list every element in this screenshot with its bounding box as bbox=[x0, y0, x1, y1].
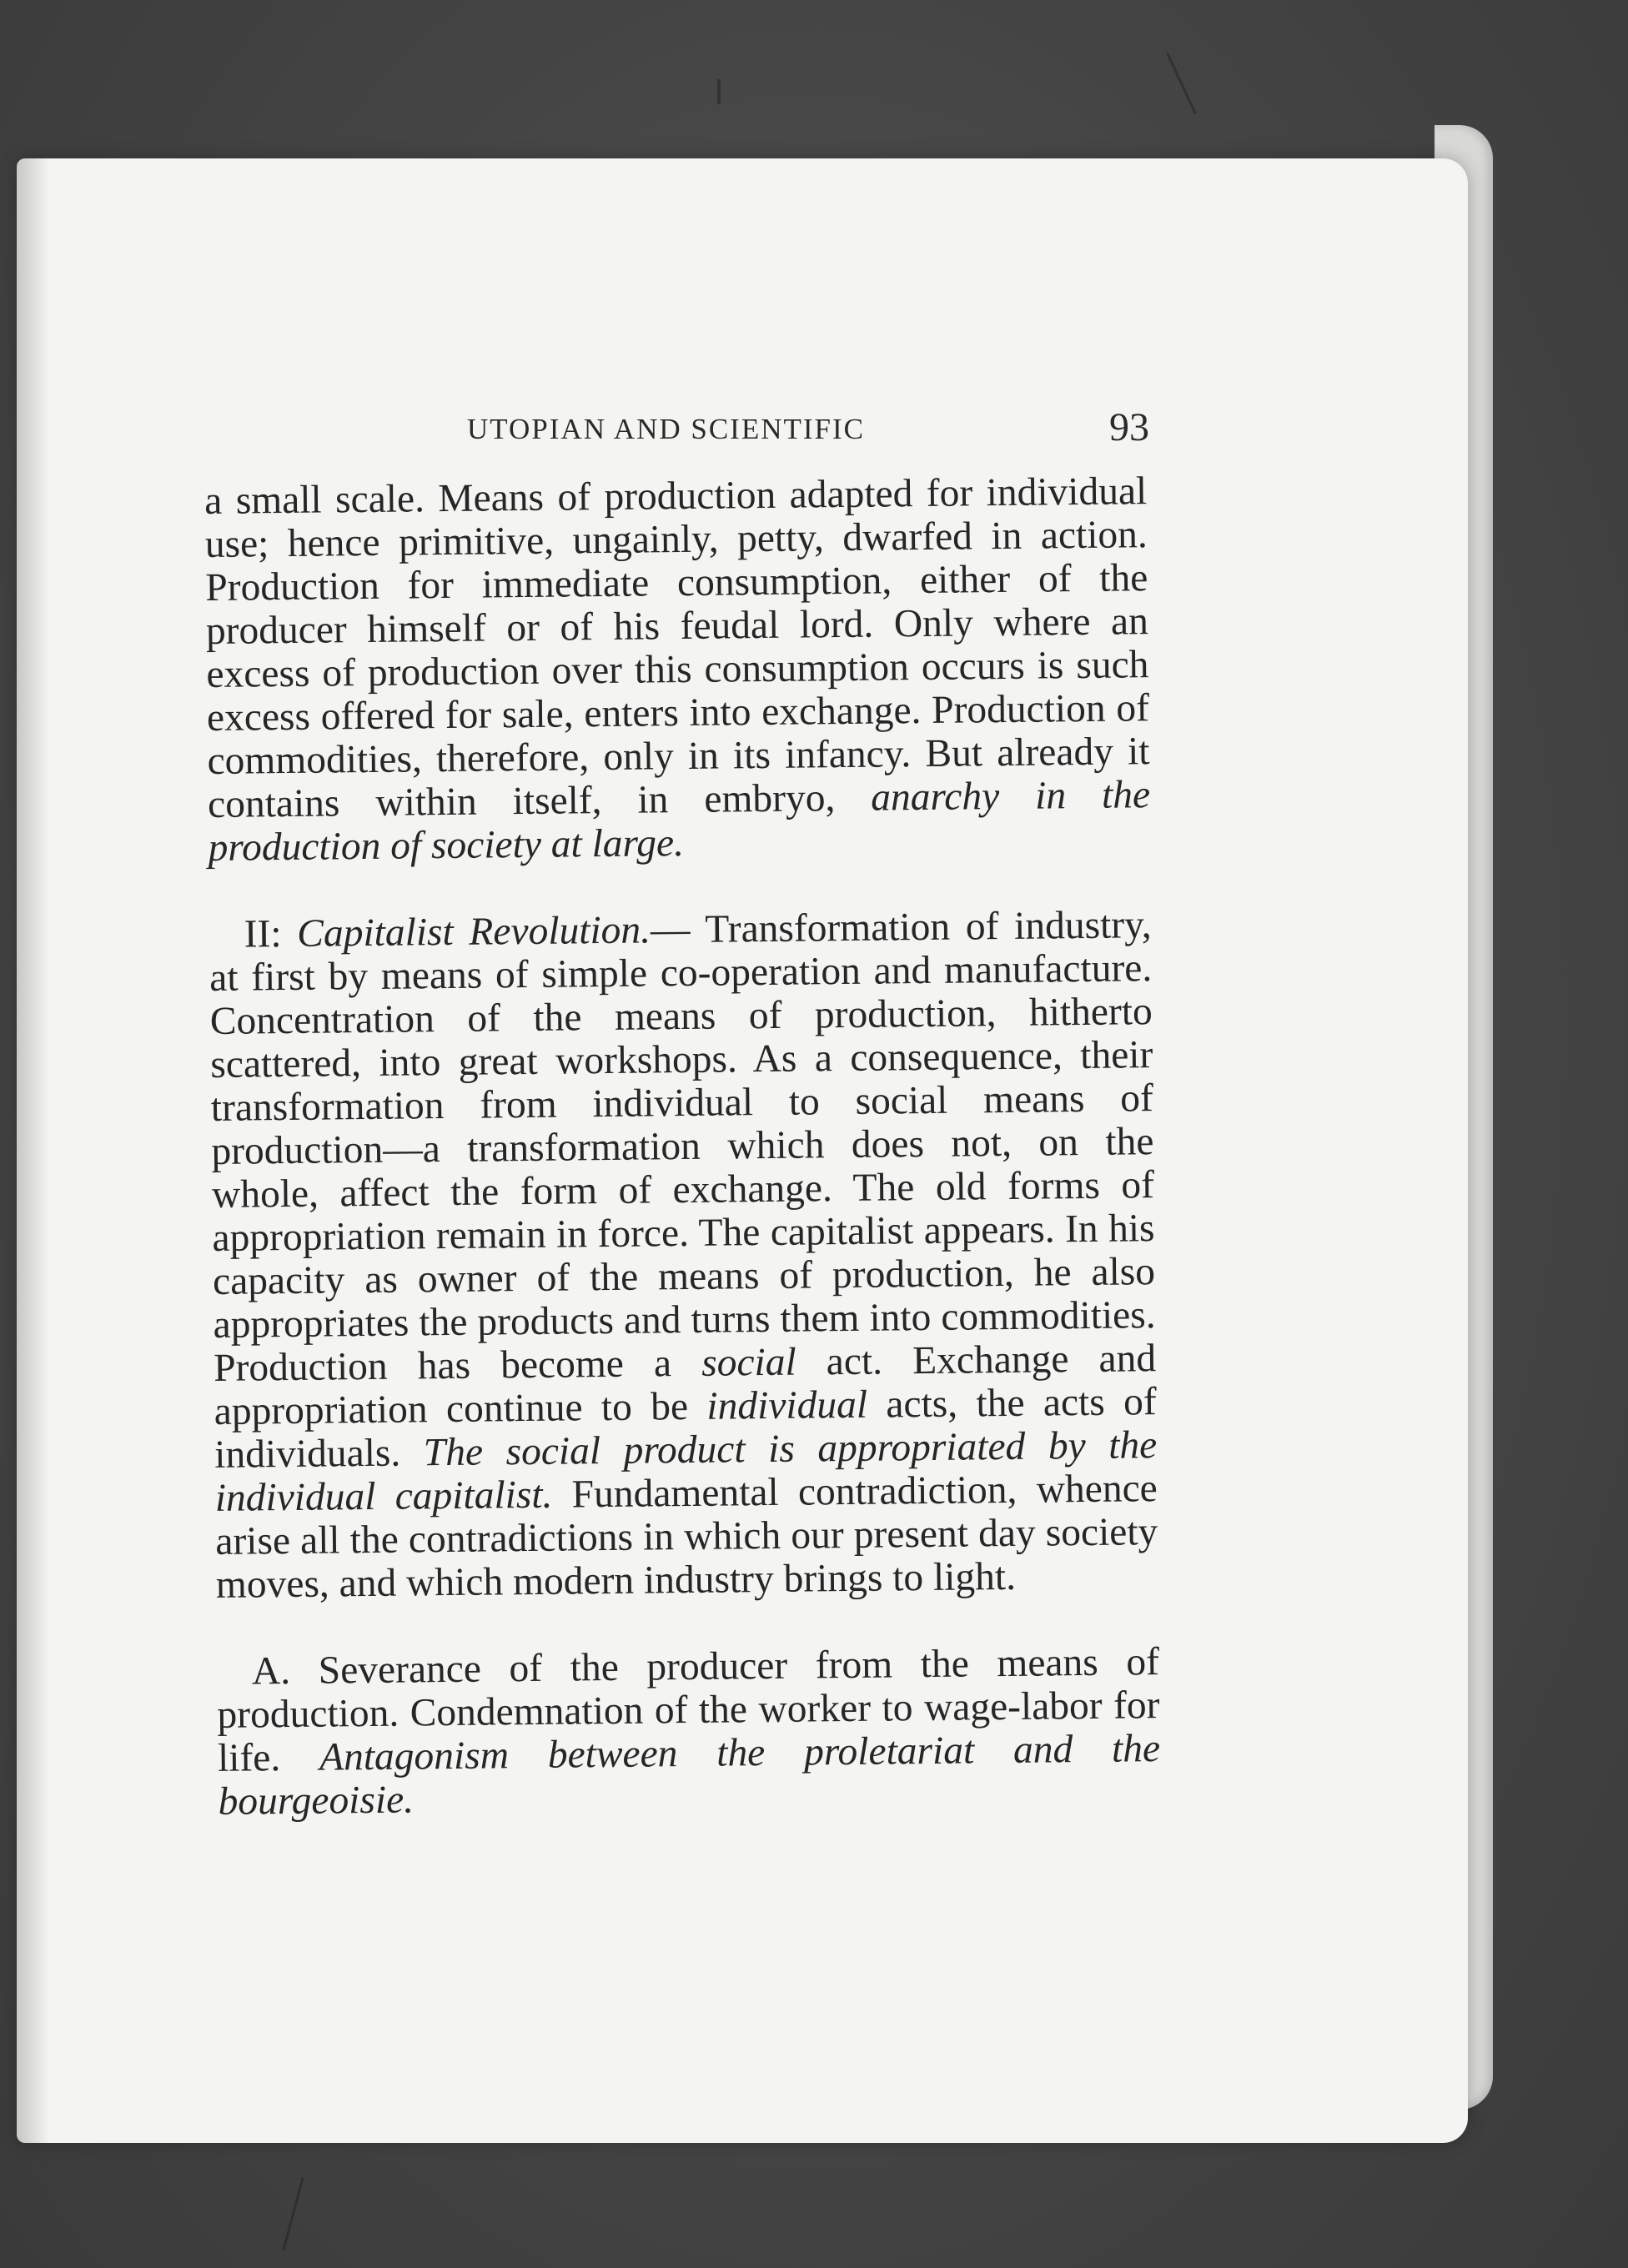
section-heading: Capitalist Revolution. bbox=[297, 908, 651, 956]
paragraph-text: Transformation of industry, at first by means of simple co-operation and manufacture. Concentration of the means of production, hitherto scattered, into great workshops. As a consequence, their transformation from individual to social means of production—a transformation which does not, on the whole, affect the form of exchange. The old forms of appropriation remain in force. The capitalist appears. In his capacity as owner of the means of production, he also appropriates the products and turns them into commodities. Production has become a bbox=[209, 903, 1156, 1390]
italic-emphasis: The social product is appropriated by the individual capitalist. bbox=[214, 1423, 1158, 1520]
running-head bbox=[17, 404, 1468, 454]
italic-emphasis: social bbox=[701, 1340, 796, 1385]
paragraph-feudal-production bbox=[204, 469, 1151, 870]
running-title: UTOPIAN AND SCIENTIFIC bbox=[467, 413, 865, 445]
paragraph-text: acts, the acts of individuals. bbox=[214, 1380, 1157, 1477]
heading-dash: — bbox=[650, 907, 706, 952]
italic-emphasis: anarchy in the production of society at large. bbox=[208, 773, 1151, 870]
paragraph-text: A. Severance of the producer from the means of production. Condemnation of the worker to wage-labor for life. bbox=[217, 1640, 1160, 1780]
background-mark bbox=[717, 79, 721, 104]
body-text bbox=[204, 469, 1161, 1824]
paragraph-severance bbox=[217, 1640, 1161, 1824]
section-label: II: bbox=[244, 911, 298, 956]
paragraph-text: Fundamental contradiction, whence arise all the contradictions in which our present day society moves, and which modern industry brings to light. bbox=[215, 1467, 1158, 1607]
italic-emphasis: Antagonism between the proletariat and the bourgeoisie. bbox=[218, 1727, 1161, 1824]
paragraph-text: a small scale. Means of production adapted for individual use; hence primitive, ungainly, petty, dwarfed in action. Production for immediate consumption, either of the producer himself or of his feudal lord. Only where an excess of production over this consumption occurs is such excess offered for sale, enters into exchange. Production of commodities, therefore, only in its infancy. But already it contains within itself, in embryo, bbox=[204, 469, 1150, 826]
paragraph-capitalist-revolution bbox=[209, 903, 1158, 1607]
page-number: 93 bbox=[1109, 405, 1149, 449]
book-page bbox=[17, 158, 1468, 2143]
paragraph-text: act. Exchange and appropriation continue to be bbox=[214, 1337, 1157, 1433]
italic-emphasis: individual bbox=[706, 1382, 868, 1428]
